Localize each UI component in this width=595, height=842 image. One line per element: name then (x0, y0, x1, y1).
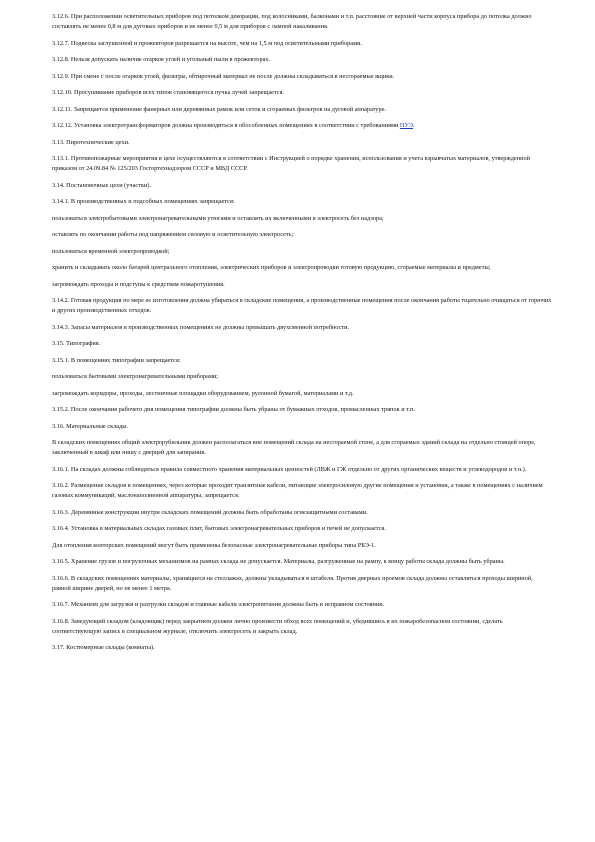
paragraph-3-14-3: 3.14.3. Запасы материалов в производственных помещениях не должны превышать двухсменной потребности. (52, 323, 350, 331)
paragraph-3-14-1: 3.14.1. В производственных и подсобных помещениях запрещается: (52, 198, 235, 205)
paragraph-3-14-2: 3.14.2. Готовая продукция по мере ее изготовления должна убираться в складские помещения, а производственные помещения после окончания работы тщательно очищаться от горючих и других производственных отходов. (52, 297, 552, 314)
section-heading-3-15: 3.15. Типография. (52, 340, 101, 347)
paragraph-3-16-5: 3.16.5. Хранение грузов и погрузочных механизмов на рампах склада не допускается. Материалы, разгруженные на рампу, к концу работы склада должны быть убраны. (52, 558, 505, 565)
paragraph-3-12-6: 3.12.6. При расположении осветительных приборов под потолком декорации, под колосниками, балконами и т.п. расстояние от верхней части корпуса прибора до потолка должно составлять не менее 0,8 м для дуговых приборов и не менее 0,5 м для приборов с лампой накаливания. (52, 13, 532, 30)
paragraph-3-12-12 (52, 121, 552, 131)
paragraph-3-16-intro: В складских помещениях общий электрорубильник должен располагаться вне помещений склада на несгораемой стене, а для сгораемых зданий склада на отдельно стоящей опоре, заключенный в шкаф или нишу с дверцей для запирания. (52, 439, 536, 456)
paragraph-3-12-12-text: 3.12.12. Установка электротрансформаторов должна производиться в обособленных помещениях в соответствии с требованиями (52, 122, 399, 129)
paragraph-3-12-7: 3.12.7. Подвеска заглушенной и прожекторов разрешается на высоте, чем на 1,5 м под осветительными приборами. (52, 39, 363, 47)
section-heading-3-14: 3.14. Постановочные цехи (участки). (52, 181, 152, 189)
list-item: хранить и складывать около батарей центрального отопления, электрических приборов и электропроводки готовую продукцию, сгораемые материалы и предметы; (52, 264, 491, 271)
pue-link[interactable]: ПУЭ (399, 122, 413, 129)
list-item: пользоваться временной электропроводкой; (52, 247, 170, 255)
section-heading-3-13: 3.13. Пиротехнические цехи. (52, 138, 130, 146)
paragraph-3-16-6: 3.16.6. В складских помещениях материалы, хранящиеся на стеллажах, должны укладываться в штабеля. Против дверных проемов склада должны оставляться проходы шириной, равной ширине дверей, но не менее 1 метра. (52, 574, 533, 592)
paragraph-3-12-12-tail: . (413, 122, 415, 129)
section-heading-3-17: 3.17. Костюмерные склады (комнаты). (52, 644, 155, 651)
paragraph-3-15-2: 3.15.2. После окончания рабочего дня помещения типографии должны быть убраны от бумажных отходов, промасленных тряпок и т.п. (52, 406, 415, 413)
paragraph-3-13-1: 3.13.1. Противопожарные мероприятия в цехе осуществляются в соответствии с Инструкцией о порядке хранения, использования и учета взрывчатых материалов, утвержденной приказом от 24.09.84 № 125/203 Госгортехнадзором СССР и МВД СССР. (52, 155, 530, 172)
list-item: оставлять по окончании работы под напряжением силовую и осветительную электросеть; (52, 231, 294, 238)
paragraph-3-12-9: 3.12.9. При смене с после огарков углей, фильтры, обтирочный материал не после должны складываться в несгораемые ящики. (52, 72, 395, 80)
paragraph-3-16-3: 3.16.3. Деревянные конструкции внутри складских помещений должны быть обработаны огнезащитными составами. (52, 508, 368, 516)
document-page (52, 12, 552, 660)
paragraph-3-12-10: 3.12.10. Просушивание приборов всех типов становящегося пучка лучей запрещается. (52, 89, 285, 96)
list-item: пользоваться бытовыми электронагревательными приборами; (52, 373, 219, 380)
paragraph-3-16-4: 3.16.4. Установка в материальных складах газовых плит, бытовых электронагревательных приборов и печей не допускается. (52, 525, 386, 532)
paragraph-3-16-7: 3.16.7. Механизм для загрузки и разгрузки складов и главные кабели электропитания должны быть в исправном состоянии. (52, 601, 385, 608)
paragraph-3-16-8: 3.16.8. Заведующий складом (кладовщик) перед закрытием должен лично произвести обход всех помещений и, убедившись в их пожаробезопасном состоянии, сделать соответствующую запись в специальном журнале, отключить электросеть и закрыть склад. (52, 617, 503, 635)
list-item: загромождать проходы и подступы к средствам пожаротушения. (52, 280, 225, 288)
paragraph-3-12-11: 3.12.11. Запрещается применение фанерных или деревянных рамок или сеток и сгораемых фильтров на дуговой аппаратуре. (52, 105, 387, 113)
list-item: пользоваться электробытовыми электронагревательными утюгами и оставлять их включенными в электросеть без надзора; (52, 214, 384, 222)
paragraph-3-16-1: 3.16.1. На складах должны соблюдаться правила совместного хранения материальных ценностей (ЛВЖ и ГЖ отдельно от других органических веществ и углеводородов и т.п.). (52, 465, 527, 473)
paragraph-3-15-1: 3.15.1. В помещениях типографии запрещается: (52, 356, 181, 364)
paragraph-3-12-8: 3.12.8. Нельзя допускать наличие огарков углей и угольный пыли в прожекторах. (52, 56, 271, 63)
list-item: загромождать коридоры, проходы, лестничные площадки оборудованием, рулонной бумагой, материалами и т.д. (52, 389, 354, 397)
section-heading-3-16: 3.16. Материальные склады. (52, 422, 129, 430)
paragraph-3-16-4-note: Для отопления конторских помещений могут быть применены безопасные электронагревательные приборы типа РБЭ-1. (52, 541, 376, 549)
paragraph-3-16-2: 3.16.2. Размещение складов в помещениях, через которые проходят транзитные кабели, питающие электросиловую другие помещения и установки, а также в помещениях с наличием газовых коммуникаций, маслонаполненной аппаратуры, запрещается. (52, 482, 543, 499)
